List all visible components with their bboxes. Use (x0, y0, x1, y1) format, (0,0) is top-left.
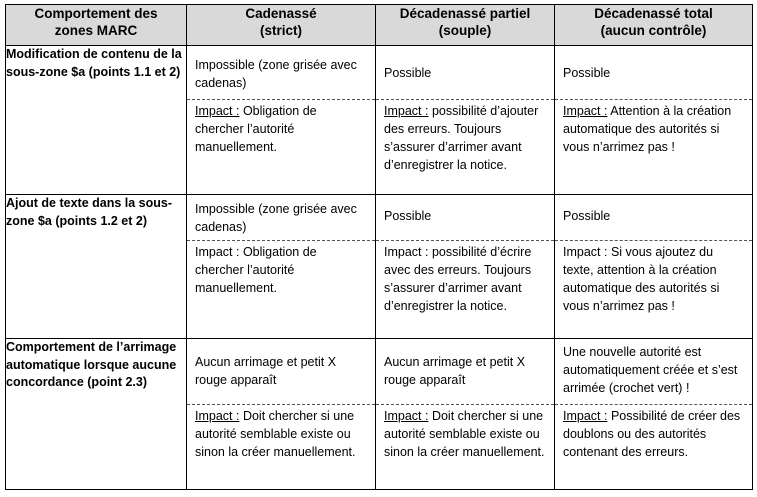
header-line: (strict) (259, 23, 302, 38)
header-line: (souple) (438, 23, 492, 38)
impact-label: Impact : (195, 409, 240, 423)
cell-impact (187, 405, 375, 463)
cell-status: Possible (555, 195, 752, 241)
table-cell (376, 195, 555, 339)
impact-text: Obligation de chercher l’autorité manuellement. (195, 104, 317, 154)
table-cell (376, 46, 555, 195)
cell-impact (376, 405, 554, 463)
cell-impact (187, 241, 375, 299)
table-row (6, 195, 753, 339)
cell-status: Une nouvelle autorité est automatiquement créée et s’est arrimée (crochet vert) ! (555, 339, 752, 405)
row-label: Comportement de l’arrimage automatique lorsque aucune concordance (point 2.3) (6, 339, 187, 490)
cell-status: Impossible (zone grisée avec cadenas) (187, 195, 375, 241)
header-row (6, 5, 753, 46)
impact-text: Si vous ajoutez du texte, attention à la création automatique des autorités si vous n’arrimez pas ! (563, 245, 720, 313)
header-line: zones MARC (54, 23, 138, 38)
cell-status: Impossible (zone grisée avec cadenas) (187, 46, 375, 100)
header-line: Décadenassé partiel (399, 6, 531, 21)
row-label: Ajout de texte dans la sous-zone $a (points 1.2 et 2) (6, 195, 187, 339)
impact-text: Doit chercher si une autorité semblable existe ou sinon la créer manuellement. (195, 409, 356, 459)
cell-status: Aucun arrimage et petit X rouge apparaît (376, 339, 554, 405)
cell-impact (376, 100, 554, 176)
table-cell (187, 46, 376, 195)
impact-label: Impact : (384, 104, 429, 118)
impact-text: possibilité d’ajouter des erreurs. Toujours s’assurer d’arrimer avant d’enregistrer la notice. (384, 104, 539, 172)
impact-label: Impact : (384, 245, 429, 259)
header-line: Décadenassé total (594, 6, 713, 21)
header-locked (187, 5, 376, 46)
cell-impact (376, 241, 554, 317)
impact-label: Impact : (563, 409, 608, 423)
header-behaviour (6, 5, 187, 46)
cell-impact (555, 100, 752, 158)
row-label: Modification de contenu de la sous-zone $a (points 1.1 et 2) (6, 46, 187, 195)
impact-text: Possibilité de créer des doublons ou des autorités contenant des erreurs. (563, 409, 741, 459)
table-cell (187, 195, 376, 339)
cell-impact (187, 100, 375, 158)
table-cell (555, 195, 753, 339)
header-line: Comportement des (34, 6, 158, 21)
cell-impact (555, 241, 752, 317)
table-cell (555, 46, 753, 195)
impact-text: Obligation de chercher l’autorité manuellement. (195, 245, 317, 295)
impact-text: Attention à la création automatique des autorités si vous n’arrimez pas ! (563, 104, 732, 154)
header-partial (376, 5, 555, 46)
impact-label: Impact : (563, 104, 608, 118)
header-line: (aucun contrôle) (600, 23, 707, 38)
marc-behaviour-table (5, 4, 753, 490)
table-row (6, 46, 753, 195)
header-total (555, 5, 753, 46)
impact-text: Doit chercher si une autorité semblable existe ou sinon la créer manuellement. (384, 409, 545, 459)
cell-status: Aucun arrimage et petit X rouge apparaît (187, 339, 375, 405)
cell-impact (555, 405, 752, 463)
cell-status: Possible (555, 46, 752, 100)
impact-label: Impact : (195, 245, 240, 259)
header-line: Cadenassé (245, 6, 317, 21)
table-cell (187, 339, 376, 490)
table-cell (555, 339, 753, 490)
table-cell (376, 339, 555, 490)
cell-status: Possible (376, 195, 554, 241)
cell-status: Possible (376, 46, 554, 100)
impact-label: Impact : (384, 409, 429, 423)
impact-text: possibilité d’écrire avec des erreurs. Toujours s’assurer d’arrimer avant d’enregistrer la notice. (384, 245, 532, 313)
impact-label: Impact : (563, 245, 608, 259)
table-row (6, 339, 753, 490)
impact-label: Impact : (195, 104, 240, 118)
